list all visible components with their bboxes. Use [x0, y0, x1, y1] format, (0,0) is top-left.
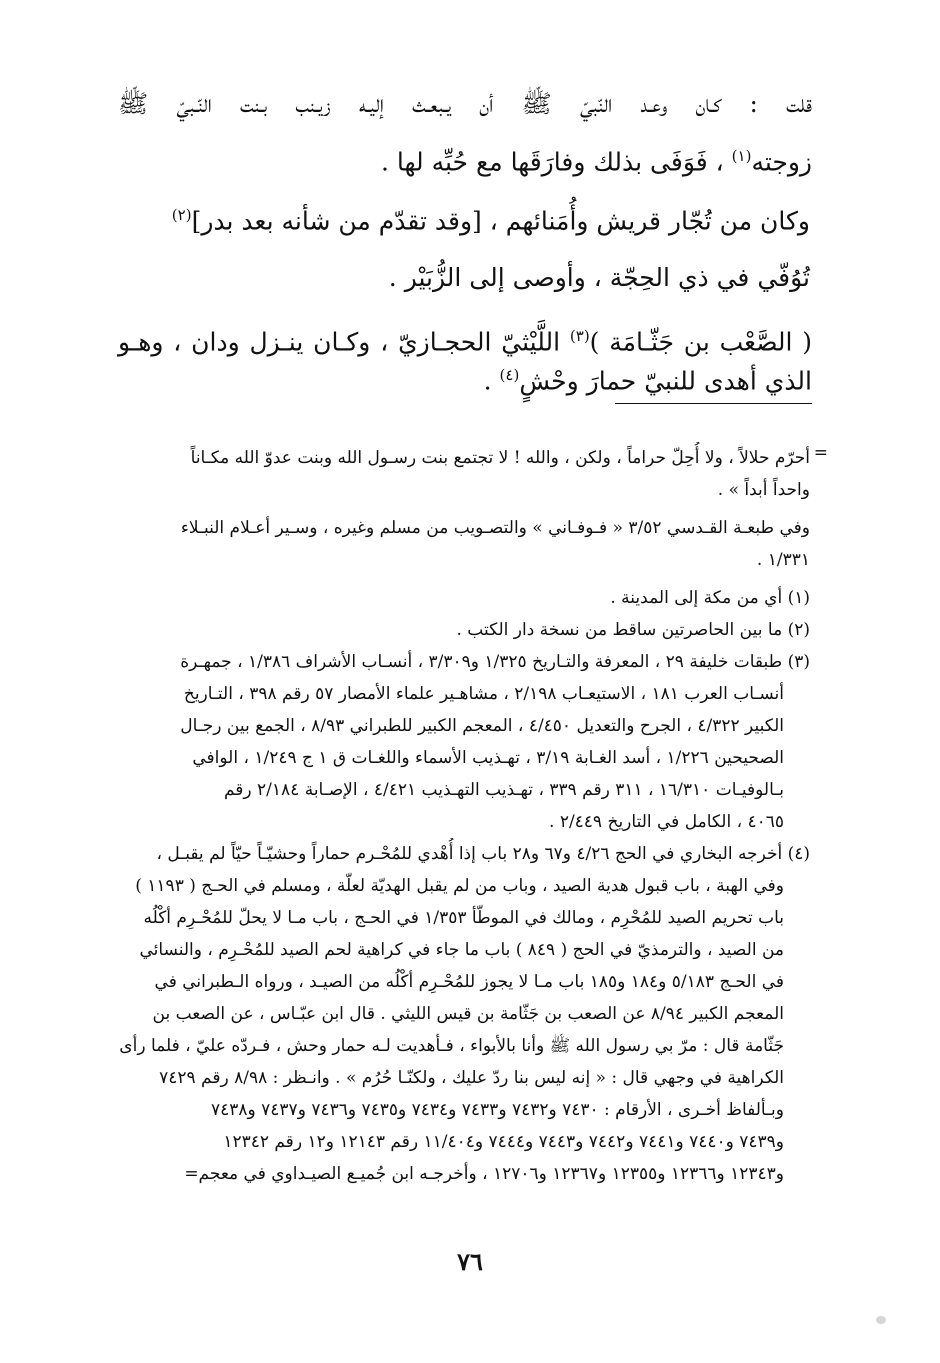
footnote-4-line: باب تحريم الصيد للمُحْرِم ، ومالك في الموطّأ ١/٣٥٣ في الحـج ، باب مـا لا يحلّ للمُحْـرِم أكْلُه: [143, 908, 784, 928]
main-text-line-2-text: زوجته: [751, 147, 812, 177]
main-text-line-5-b: اللَّيْثيّ الحجـازيّ ، وكـان ينـزل ودان ، وهـو: [118, 327, 570, 357]
footnote-3: [110, 646, 810, 838]
footnote-3-line: الكبير ٤/٣٢٢ ، الجرح والتعديل ٤/٤٥٠ ، المعجم الكبير للطبراني ٨/٩٣ ، الجمع بين رجـال: [180, 716, 784, 736]
footnote-4-line: جَثّامة قال : مرّ بي رسول الله ﷺ وأنا بالأبواء ، فـأهديت لـه حمار وحش ، فـردّه عليّ ، فلما رأى: [119, 1036, 784, 1056]
main-text-line-2-rest: ، فَوَفَى بذلك وفارَقَها مع حُبِّه لها .: [381, 147, 732, 177]
main-text-line-5-a: ( الصَّعْب بن جَثّـامَة ): [589, 327, 812, 357]
footnote-ref-3: (٣): [569, 327, 590, 345]
main-text-line-2: [381, 136, 812, 182]
footnote-4-line: في الحـج ٥/١٨٣ و١٨٤ و١٨٥ باب مـا لا يجوز للمُحْـرِم أكْلُه من الصيـد ، ورواه الـطبراني في: [154, 972, 784, 992]
footnote-3-line: أنسـاب العرب ١٨١ ، الاستيعـاب ٢/١٩٨ ، مشاهـير علماء الأمصار ٥٧ رقم ٣٩٨ ، التـاريخ: [183, 684, 784, 704]
footnote-4-line: وفي الهبة ، باب قبول هدية الصيد ، وباب من لم يقبل الهديّة لعلّة ، ومسلم في الحـج ( ١١٩٣ ): [135, 876, 784, 896]
footnote-edition-note: [110, 512, 810, 576]
footnote-4-line: و٧٤٣٩ و٧٤٤٠ و٧٤٤١ و٧٤٤٢ و٧٤٤٣ و٧٤٤٤ و١١/٤٠٤ رقم ١٢١٤٣ و١٢ رقم ١٢٣٤٢: [223, 1132, 784, 1152]
footnote-1-text: (١) أي من مكة إلى المدينة .: [610, 588, 810, 608]
edition-note-line-2: ١/٣٣١ .: [756, 550, 810, 570]
footnote-2-text: (٢) ما بين الحاصرتين ساقط من نسخة دار الكتب .: [456, 620, 810, 640]
page-number: ٧٦: [457, 1247, 483, 1276]
footnote-4-line: وبـألفاظ أخـرى ، الأرقام : ٧٤٣٠ و٧٤٣٢ و٧٤٣٣ و٧٤٣٤ و٧٤٣٥ و٧٤٣٦ و٧٤٣٧ و٧٤٣٨: [211, 1100, 784, 1120]
footnote-ref-1: (١): [731, 147, 752, 165]
scan-speck: [876, 1316, 886, 1324]
footnote-4-line: الكراهية في وجهي قال : « إنه ليس بنا ردّ عليك ، ولكنّـا حُرُم » . وانـظر : ٨/٩٨ رقم ٧٤٢٩: [159, 1068, 784, 1088]
footnote-4-line: من الصيد ، والترمذيّ في الحج ( ٨٤٩ ) باب ما جاء في كراهية لحم الصيد للمُحْـرِم ، والنسائي: [139, 940, 784, 960]
footnote-4-line: و١٢٣٤٣ و١٢٣٦٦ و١٢٣٥٥ و١٢٣٦٧ و١٢٧٠٦ ، وأخرجـه ابن جُميـع الصيـداوي في معجم=: [184, 1164, 784, 1184]
footnote-continuation-line-2: واحداً أبداً » .: [717, 480, 810, 500]
footnote-3-line: ٤٠٦٥ ، الكامل في التاريخ ٢/٤٤٩ .: [549, 812, 784, 832]
footnote-1: [110, 582, 810, 614]
footnote-continuation: [110, 442, 810, 506]
main-text-line-1: [118, 84, 812, 124]
main-text-line-6: [484, 355, 812, 401]
main-text-line-6-text: الذي أهدى للنبيّ حمارَ وحْشٍ: [519, 366, 812, 396]
footnote-4-line: المعجم الكبير ٨/٩٤ عن الصعب بن جَثّامة بن قيس الليثي . قال ابن عبّـاس ، عن الصعب بن: [152, 1004, 784, 1024]
main-text-line-4-text: تُوُفّي في ذي الحِجّة ، وأوصى إلى الزُّبَيْر .: [388, 263, 810, 292]
footnote-continuation-line-1: أحرّم حلالاً ، ولا أُحِلّ حراماً ، ولكن ، والله ! لا تجتمع بنت رسـول الله وبنت عدوّ الله مكـاناً: [190, 448, 810, 468]
main-text-line-6-rest: .: [483, 366, 500, 396]
footnote-4-line: (٤) أخرجه البخاري في الحج ٤/٢٦ و٦٧ و٢٨ باب إذا أُهْدي للمُحْـرم حماراً وحشيّـاً حيّاً لم يقبـل ،: [156, 844, 810, 864]
footnote-4: [110, 838, 810, 1190]
main-text-line-3-text: وكان من تُجّار قريش وأُمَنائهم ، [وقد تقدّم من شأنه بعد بدر]: [191, 206, 810, 236]
main-text-line-4: [389, 258, 810, 298]
continuation-mark: =: [813, 443, 828, 463]
footnote-divider: [615, 403, 812, 404]
footnote-3-line: (٣) طبقات خليفة ٢٩ ، المعرفة والتـاريخ ١/٣٢٥ و٣/٣٠٩ ، أنسـاب الأشراف ١/٣٨٦ ، جمهـرة: [180, 652, 810, 672]
footnote-3-line: بـالوفيـات ١٦/٣١٠ ، ٣١١ رقم ٣٣٩ ، تهـذيب التهـذيب ٤/٤٢١ ، الإصـابة ٢/١٨٤ رقم: [223, 780, 784, 800]
footnote-ref-4: (٤): [499, 366, 520, 384]
footnote-2: [110, 614, 810, 646]
main-text-line-1-text: قلت : كـان وعـد النّبيّ ﷺ أن يـبعـث إليـه زيـنب بـنت النّـبيّ ﷺ: [118, 89, 812, 118]
footnote-ref-2: (٢): [171, 206, 192, 224]
footnote-3-line: الصحيحين ١/٢٢٦ ، أسد الغـابة ٣/١٩ ، تهـذيب الأسماء واللغـات ق ١ ج ١/٢٤٩ ، الوافي: [192, 748, 784, 768]
edition-note-line-1: وفي طبعـة القـدسي ٣/٥٢ « فـوفـاني » والتصـويب من مسلم وغيره ، وسـير أعـلام النبـلاء: [180, 518, 810, 538]
main-text-line-3: [172, 195, 810, 241]
